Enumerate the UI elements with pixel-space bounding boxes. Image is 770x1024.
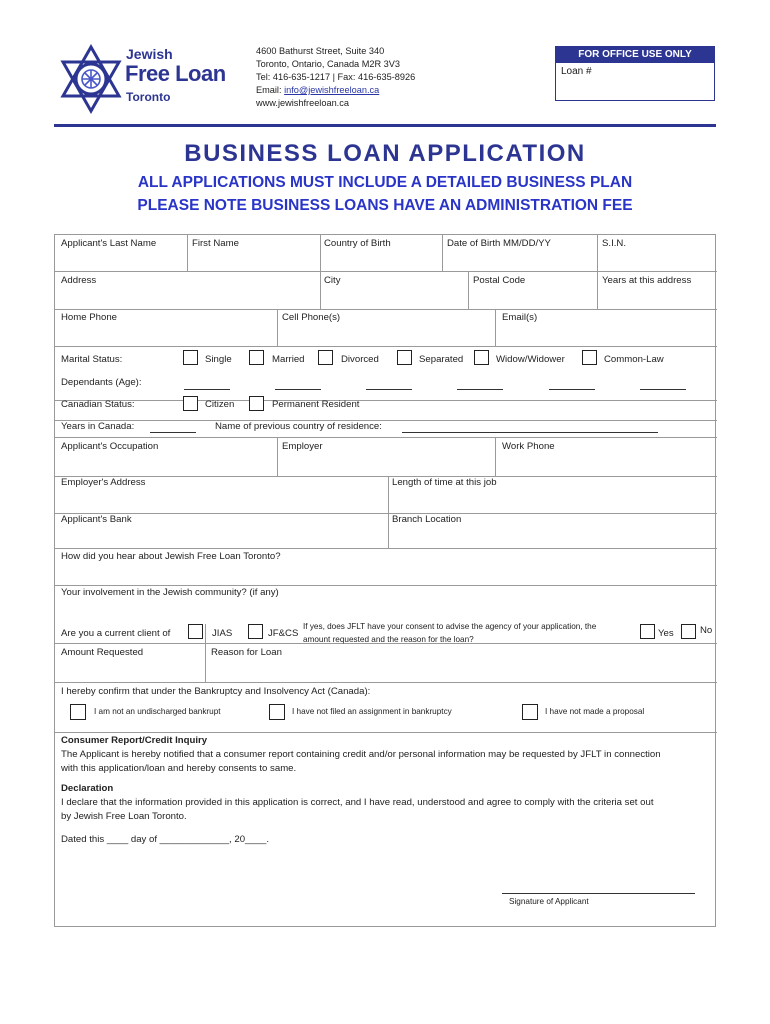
consent-line-1: If yes, does JFLT have your consent to advise the agency of your application, the [303, 622, 597, 631]
bank-label: Applicant's Bank [61, 514, 132, 525]
no-assignment-label: I have not filed an assignment in bankruptcy [292, 707, 452, 716]
address-phone: Tel: 416-635-1217 | Fax: 416-635-8926 [256, 72, 416, 82]
subtitle-business-plan: ALL APPLICATIONS MUST INCLUDE A DETAILED BUSINESS PLAN [137, 174, 633, 191]
first-name-label: First Name [192, 238, 239, 249]
dependant-age-4[interactable] [457, 389, 503, 390]
sin-label: S.I.N. [602, 238, 626, 249]
widow-checkbox[interactable] [474, 350, 489, 365]
address-street: 4600 Bathurst Street, Suite 340 [256, 46, 385, 56]
amount-requested-label: Amount Requested [61, 647, 144, 658]
organization-address [256, 45, 415, 110]
address-email-line [256, 84, 415, 97]
consumer-report-text-2: with this application/loan and hereby consents to same. [61, 763, 297, 774]
home-phone-label: Home Phone [61, 312, 117, 323]
years-canada-label: Years in Canada: [61, 421, 135, 432]
consent-no-checkbox[interactable] [681, 624, 696, 639]
jias-checkbox[interactable] [188, 624, 203, 639]
address-label: Address [61, 275, 97, 286]
divorced-label: Divorced [341, 354, 379, 365]
address-web: www.jewishfreeloan.ca [256, 98, 349, 108]
consent-no-label: No [700, 625, 713, 636]
logo-text-toronto: Toronto [126, 90, 171, 104]
consent-yes-label: Yes [658, 628, 674, 639]
consent-line-2: amount requested and the reason for the loan? [303, 635, 474, 644]
current-client-label: Are you a current client of [61, 628, 171, 639]
logo [58, 42, 240, 116]
office-use-box [555, 46, 715, 101]
email-label: Email: [256, 85, 285, 95]
single-checkbox[interactable] [183, 350, 198, 365]
jfcs-label: JF&CS [268, 628, 299, 639]
star-of-david-logo-icon [58, 44, 124, 114]
declaration-text-1: I declare that the information provided in this application is correct, and I have read, understood and agree to comply with the criteria set out [61, 797, 654, 808]
bankruptcy-statement: I hereby confirm that under the Bankruptcy and Insolvency Act (Canada): [61, 686, 371, 697]
address-city: Toronto, Ontario, Canada M2R 3V3 [256, 59, 401, 69]
last-name-label: Applicant's Last Name [61, 238, 157, 249]
no-proposal-label: I have not made a proposal [545, 707, 645, 716]
dependant-age-3[interactable] [366, 389, 412, 390]
marital-status-label: Marital Status: [61, 354, 123, 365]
logo-text-free-loan: Free Loan [125, 61, 226, 86]
permanent-resident-label: Permanent Resident [272, 399, 360, 410]
page-title: BUSINESS LOAN APPLICATION [184, 140, 586, 167]
office-use-title: FOR OFFICE USE ONLY [556, 47, 714, 63]
jias-label: JIAS [212, 628, 233, 639]
logo-text-jewish: Jewish [126, 46, 173, 62]
citizen-checkbox[interactable] [183, 396, 198, 411]
permanent-resident-checkbox[interactable] [249, 396, 264, 411]
dob-label: Date of Birth MM/DD/YY [447, 238, 551, 249]
previous-country-input[interactable] [402, 432, 658, 433]
not-bankrupt-label: I am not an undischarged bankrupt [94, 707, 221, 716]
email-link[interactable]: info@jewishfreeloan.ca [284, 85, 380, 95]
dependants-label: Dependants (Age): [61, 377, 142, 388]
not-bankrupt-checkbox[interactable] [70, 704, 86, 720]
header-divider [54, 124, 716, 127]
widow-label: Widow/Widower [496, 354, 565, 365]
involvement-label: Your involvement in the Jewish community? (if any) [61, 587, 279, 598]
consumer-report-title: Consumer Report/Credit Inquiry [61, 735, 208, 746]
consent-yes-checkbox[interactable] [640, 624, 655, 639]
reason-loan-label: Reason for Loan [211, 647, 282, 658]
dated-line[interactable]: Dated this ____ day of _____________, 20____. [61, 834, 270, 845]
dependant-age-5[interactable] [549, 389, 595, 390]
declaration-text-2: by Jewish Free Loan Toronto. [61, 811, 187, 822]
separated-label: Separated [419, 354, 464, 365]
previous-country-label: Name of previous country of residence: [215, 421, 382, 432]
country-birth-label: Country of Birth [324, 238, 391, 249]
married-label: Married [272, 354, 305, 365]
consumer-report-text-1: The Applicant is hereby notified that a consumer report containing credit and/or personal information may be requested by JFLT in connection [61, 749, 661, 760]
signature-line[interactable] [502, 893, 695, 894]
loan-number-field[interactable]: Loan # [561, 66, 592, 77]
employer-address-label: Employer's Address [61, 477, 146, 488]
no-assignment-checkbox[interactable] [269, 704, 285, 720]
employer-label: Employer [282, 441, 323, 452]
dependant-age-2[interactable] [275, 389, 321, 390]
declaration-title: Declaration [61, 783, 114, 794]
no-proposal-checkbox[interactable] [522, 704, 538, 720]
hear-about-label: How did you hear about Jewish Free Loan Toronto? [61, 551, 281, 562]
work-phone-label: Work Phone [502, 441, 555, 452]
separated-checkbox[interactable] [397, 350, 412, 365]
common-law-label: Common-Law [604, 354, 664, 365]
city-label: City [324, 275, 341, 286]
signature-label: Signature of Applicant [509, 897, 589, 906]
subtitle-admin-fee: PLEASE NOTE BUSINESS LOANS HAVE AN ADMINISTRATION FEE [137, 197, 633, 214]
married-checkbox[interactable] [249, 350, 264, 365]
single-label: Single [205, 354, 232, 365]
email-label-field: Email(s) [502, 312, 538, 323]
branch-label: Branch Location [392, 514, 462, 525]
years-address-label: Years at this address [602, 275, 692, 286]
canadian-status-label: Canadian Status: [61, 399, 135, 410]
dependant-age-6[interactable] [640, 389, 686, 390]
length-job-label: Length of time at this job [392, 477, 497, 488]
cell-phone-label: Cell Phone(s) [282, 312, 341, 323]
occupation-label: Applicant's Occupation [61, 441, 159, 452]
citizen-label: Citizen [205, 399, 235, 410]
divorced-checkbox[interactable] [318, 350, 333, 365]
dependant-age-1[interactable] [184, 389, 230, 390]
postal-code-label: Postal Code [473, 275, 526, 286]
jfcs-checkbox[interactable] [248, 624, 263, 639]
common-law-checkbox[interactable] [582, 350, 597, 365]
years-canada-input[interactable] [150, 432, 196, 433]
